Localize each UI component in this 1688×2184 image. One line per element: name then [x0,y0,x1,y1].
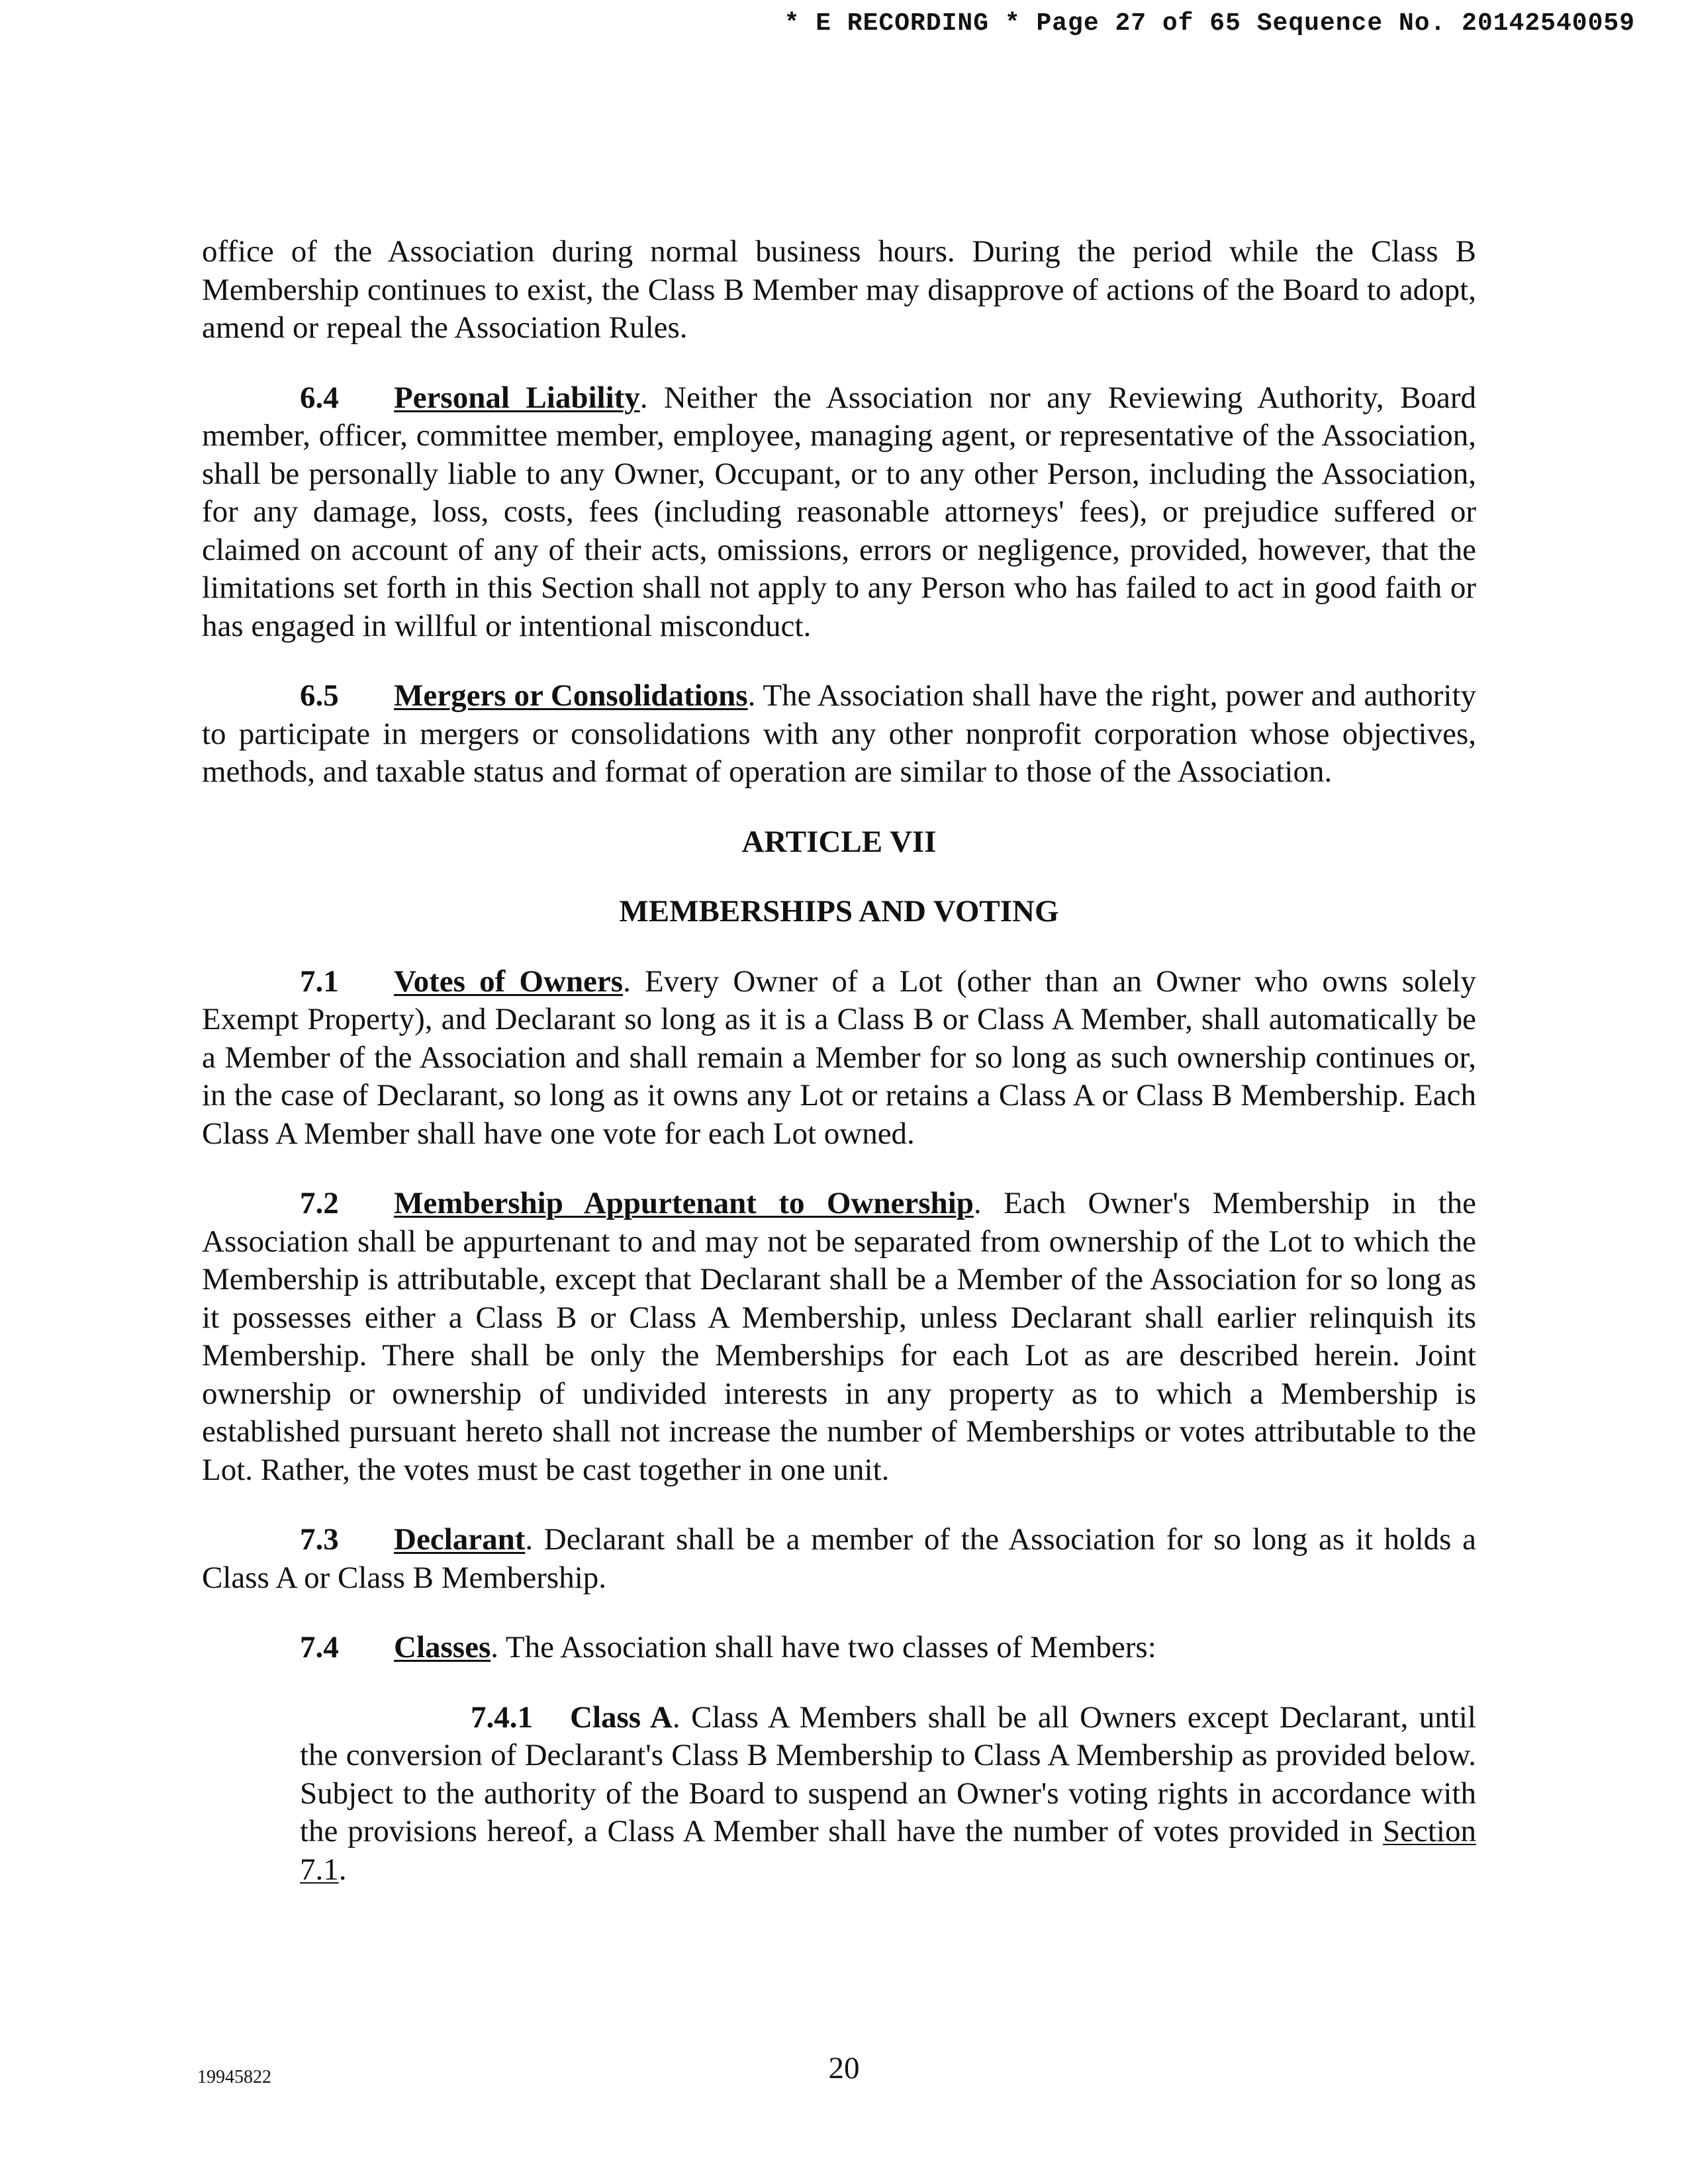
page-number: 20 [828,2051,860,2085]
section-text: . Neither the Association nor any Reviewing Authority, Board member, officer, committee member, employee, managing agent, or representative of the Association, shall be personally liable to any Owner, Occupant, or to any other Person, including the Association, for any damage, loss, costs, fees (including reasonable attorneys' fees), or prejudice suffered or claimed on account of any of their acts, omissions, errors or negligence, provided, however, that the limitations set forth in this Section shall not apply to any Person who has failed to act in good faith or has engaged in willful or intentional misconduct. [202,380,1476,643]
section-text: . Every Owner of a Lot (other than an Owner who owns solely Exempt Property), and Declarant so long as it is a Class B or Class A Member, shall automatically be a Member of the Association and shall remain a Member for so long as such ownership continues or, in the case of Declarant, so long as it owns any Lot or retains a Class A or Class B Membership. Each Class A Member shall have one vote for each Lot owned. [202,964,1476,1151]
article-title: MEMBERSHIPS AND VOTING [619,894,1059,929]
article-number: ARTICLE VII [741,824,937,859]
section-7-3 [202,1521,1476,1597]
subsection-text: . Class A Members shall be all Owners except Declarant, until the conversion of Declarant's Class B Membership to Class A Membership as provided below. Subject to the authority of the Board to suspend an Owner's voting rights in accordance with the provisions hereof, a Class A Member shall have the number of votes provided in [300,1700,1476,1848]
document-body [202,233,1476,1921]
section-number: 7.2 [300,1186,339,1220]
subsection-title: Class A [570,1700,673,1735]
subsection-end: . [338,1852,347,1887]
recording-stamp: * E RECORDING * Page 27 of 65 Sequence No. 20142540059 [784,9,1635,38]
section-number: 7.1 [300,964,339,999]
section-text: . Each Owner's Membership in the Association shall be appurtenant to and may not be separated from ownership of the Lot to which the Membership is attributable, except that Declarant shall be a Member of the Association for so long as it possesses either a Class B or Class A Membership, unless Declarant shall earlier relinquish its Membership. There shall be only the Memberships for each Lot as are described herein. Joint ownership or ownership of undivided interests in any property as to which a Membership is established pursuant hereto shall not increase the number of Memberships or votes attributable to the Lot. Rather, the votes must be cast together in one unit. [202,1186,1476,1487]
section-6-4 [202,379,1476,646]
section-title: Mergers or Consolidations [394,678,748,713]
section-number: 6.5 [300,678,339,713]
intro-paragraph: office of the Association during normal business hours. During the period while the Class B Membership continues to exist, the Class B Member may disapprove of actions of the Board to adopt, amend or repeal the Association Rules. [202,234,1476,345]
section-title: Declarant [394,1522,526,1557]
section-7-1 [202,963,1476,1154]
subsection-number: 7.4.1 [471,1700,533,1735]
section-7-2 [202,1185,1476,1489]
section-title: Personal Liability [394,380,640,415]
section-text: . The Association shall have the right, power and authority to participate in mergers or consolidations with any other nonprofit corporation whose objectives, methods, and taxable status and format of operation are similar to those of the Association. [202,678,1477,789]
section-number: 6.4 [300,380,339,415]
section-text: . Declarant shall be a member of the Association for so long as it holds a Class A or Class B Membership. [202,1522,1476,1595]
section-title: Classes [394,1630,491,1664]
section-title: Votes of Owners [394,964,624,999]
section-7-1-link[interactable]: Section 7.1 [300,1814,1476,1887]
section-number: 7.3 [300,1522,339,1557]
section-7-4 [202,1629,1476,1667]
section-number: 7.4 [300,1630,339,1664]
section-6-5 [202,677,1476,792]
document-id: 19945822 [197,2067,271,2087]
section-7-4-1 [300,1699,1476,1889]
section-text: . The Association shall have two classes of Members: [491,1630,1156,1664]
section-title: Membership Appurtenant to Ownership [394,1186,974,1220]
